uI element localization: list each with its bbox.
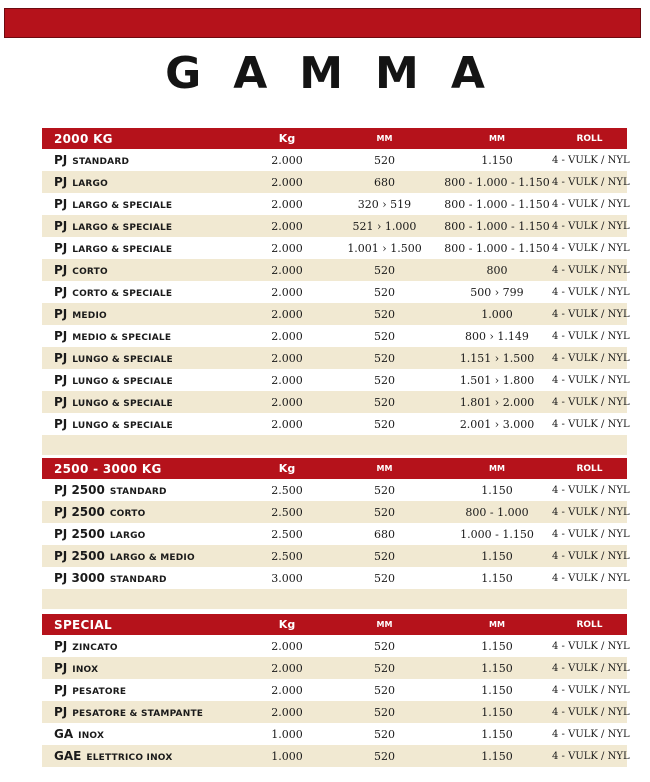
table-row — [42, 567, 630, 589]
row-kg: 2.500 — [271, 527, 303, 541]
header-roll: ROLL — [576, 133, 603, 144]
table-row — [42, 679, 630, 701]
header-mm-length: MM — [489, 620, 505, 629]
header-section-name: 2500 - 3000 KG — [54, 461, 162, 476]
row-roll: 4 - VULK / NYL — [552, 662, 630, 674]
row-description: LUNGO & SPECIALE — [72, 421, 173, 431]
table-row — [42, 545, 630, 567]
row-model: PJ 2500 — [54, 549, 105, 563]
row-description: MEDIO & SPECIALE — [72, 333, 172, 343]
row-model: PJ 2500 — [54, 483, 105, 497]
table-row — [42, 215, 630, 237]
row-mm-length: 1.801 › 2.000 — [459, 395, 535, 409]
row-kg: 2.000 — [271, 307, 303, 321]
row-product — [42, 705, 247, 719]
table-row — [42, 347, 630, 369]
row-kg: 2.000 — [271, 705, 303, 719]
row-kg: 2.500 — [271, 483, 303, 497]
row-roll: 4 - VULK / NYL — [552, 528, 630, 540]
row-model: PJ — [54, 639, 68, 653]
header-section-name: SPECIAL — [54, 617, 112, 632]
row-product — [42, 351, 247, 365]
table-row — [42, 635, 630, 657]
row-mm-width: 520 — [374, 307, 395, 321]
row-kg: 2.000 — [271, 153, 303, 167]
header-roll: ROLL — [576, 463, 603, 474]
row-mm-width: 520 — [374, 705, 395, 719]
row-roll: 4 - VULK / NYL — [552, 176, 630, 188]
row-description: STANDARD — [109, 575, 167, 585]
row-mm-width: 520 — [374, 571, 395, 585]
row-model: PJ — [54, 373, 68, 387]
row-description: STANDARD — [72, 157, 130, 167]
row-kg: 2.000 — [271, 329, 303, 343]
row-roll: 4 - VULK / NYL — [552, 242, 630, 254]
row-kg: 2.000 — [271, 639, 303, 653]
table-row — [42, 281, 630, 303]
table-header — [42, 458, 627, 479]
table-row — [42, 657, 630, 679]
row-kg: 2.000 — [271, 241, 303, 255]
header-kg: Kg — [278, 618, 296, 631]
table-row — [42, 325, 630, 347]
row-roll: 4 - VULK / NYL — [552, 154, 630, 166]
row-mm-length: 1.150 — [481, 153, 513, 167]
row-description: ZINCATO — [72, 643, 118, 653]
row-product — [42, 241, 247, 255]
row-model: PJ — [54, 661, 68, 675]
row-description: PESATORE — [72, 687, 127, 697]
table-row — [42, 237, 630, 259]
row-roll: 4 - VULK / NYL — [552, 418, 630, 430]
table-row — [42, 193, 630, 215]
table-row — [42, 701, 630, 723]
row-product — [42, 549, 247, 563]
section-2500-3000kg — [42, 458, 630, 609]
table-row — [42, 259, 630, 281]
row-roll: 4 - VULK / NYL — [552, 198, 630, 210]
row-mm-length: 1.150 — [481, 661, 513, 675]
row-mm-width: 520 — [374, 395, 395, 409]
row-mm-width: 1.001 › 1.500 — [347, 241, 422, 255]
row-description: LARGO & SPECIALE — [72, 201, 173, 211]
row-model: PJ 2500 — [54, 505, 105, 519]
row-mm-width: 520 — [374, 639, 395, 653]
row-description: LARGO — [72, 179, 108, 189]
table-row — [42, 303, 630, 325]
row-model: PJ — [54, 705, 68, 719]
row-model: PJ — [54, 175, 68, 189]
row-kg: 2.000 — [271, 175, 303, 189]
row-description: STANDARD — [109, 487, 167, 497]
row-product — [42, 683, 247, 697]
header-mm-width: MM — [376, 464, 393, 473]
row-description: CORTO & SPECIALE — [72, 289, 173, 299]
row-mm-width: 520 — [374, 661, 395, 675]
row-roll: 4 - VULK / NYL — [552, 506, 630, 518]
row-mm-length: 800 › 1.149 — [465, 329, 529, 343]
row-roll: 4 - VULK / NYL — [552, 396, 630, 408]
row-model: PJ — [54, 219, 68, 233]
row-mm-width: 680 — [374, 527, 395, 541]
row-model: GA — [54, 727, 74, 741]
row-description: INOX — [72, 665, 99, 675]
row-roll: 4 - VULK / NYL — [552, 220, 630, 232]
row-product — [42, 373, 247, 387]
row-product — [42, 329, 247, 343]
row-kg: 2.500 — [271, 549, 303, 563]
row-roll: 4 - VULK / NYL — [552, 330, 630, 342]
row-mm-width: 520 — [374, 749, 395, 763]
row-mm-length: 800 - 1.000 - 1.150 — [444, 175, 550, 189]
row-model: PJ — [54, 417, 68, 431]
row-roll: 4 - VULK / NYL — [552, 572, 630, 584]
row-mm-width: 680 — [374, 175, 395, 189]
row-model: PJ — [54, 285, 68, 299]
row-roll: 4 - VULK / NYL — [552, 484, 630, 496]
row-product — [42, 307, 247, 321]
row-kg: 3.000 — [271, 571, 303, 585]
row-mm-width: 520 — [374, 727, 395, 741]
row-product — [42, 175, 247, 189]
row-description: LARGO & MEDIO — [109, 553, 195, 563]
row-mm-length: 500 › 799 — [470, 285, 524, 299]
row-mm-length: 1.150 — [481, 705, 513, 719]
row-model: PJ — [54, 683, 68, 697]
row-kg: 2.000 — [271, 285, 303, 299]
row-model: PJ — [54, 307, 68, 321]
row-mm-length: 1.150 — [481, 749, 513, 763]
row-roll: 4 - VULK / NYL — [552, 706, 630, 718]
table-header — [42, 614, 627, 635]
row-description: LARGO — [109, 531, 146, 541]
table-row — [42, 523, 630, 545]
top-banner — [4, 8, 641, 38]
row-mm-length: 1.150 — [481, 483, 513, 497]
row-description: LUNGO & SPECIALE — [72, 399, 173, 409]
row-mm-width: 520 — [374, 329, 395, 343]
row-description: LUNGO & SPECIALE — [72, 355, 173, 365]
row-kg: 2.000 — [271, 197, 303, 211]
row-roll: 4 - VULK / NYL — [552, 286, 630, 298]
table-row — [42, 723, 630, 745]
table-row — [42, 745, 630, 767]
table-row — [42, 391, 630, 413]
row-model: PJ 3000 — [54, 571, 105, 585]
row-mm-length: 800 — [486, 263, 508, 277]
row-kg: 1.000 — [271, 749, 303, 763]
row-product — [42, 505, 247, 519]
row-product — [42, 263, 247, 277]
row-description: LARGO & SPECIALE — [72, 223, 173, 233]
row-roll: 4 - VULK / NYL — [552, 750, 630, 762]
row-model: PJ — [54, 153, 68, 167]
row-mm-length: 1.150 — [481, 683, 513, 697]
row-product — [42, 219, 247, 233]
row-mm-length: 1.151 › 1.500 — [459, 351, 535, 365]
header-roll: ROLL — [576, 619, 603, 630]
row-model: PJ — [54, 395, 68, 409]
row-kg: 2.000 — [271, 661, 303, 675]
row-description: CORTO — [72, 267, 108, 277]
row-mm-width: 520 — [374, 351, 395, 365]
row-kg: 2.000 — [271, 263, 303, 277]
row-description: MEDIO — [72, 311, 107, 321]
row-mm-length: 1.150 — [481, 571, 513, 585]
row-mm-length: 800 - 1.000 - 1.150 — [444, 219, 550, 233]
row-product — [42, 285, 247, 299]
row-mm-width: 520 — [374, 505, 395, 519]
row-mm-width: 520 — [374, 153, 395, 167]
row-model: PJ — [54, 263, 68, 277]
row-description: PESATORE & STAMPANTE — [72, 709, 204, 719]
row-kg: 2.000 — [271, 219, 303, 233]
row-kg: 2.000 — [271, 417, 303, 431]
row-mm-length: 1.000 — [481, 307, 513, 321]
header-section-name: 2000 KG — [54, 131, 113, 146]
row-model: PJ — [54, 329, 68, 343]
row-mm-width: 520 — [374, 683, 395, 697]
header-kg: Kg — [278, 132, 296, 145]
header-kg: Kg — [278, 462, 296, 475]
row-mm-length: 800 - 1.000 - 1.150 — [444, 197, 550, 211]
row-product — [42, 727, 247, 741]
table-spacer-row — [42, 435, 627, 455]
row-description: INOX — [78, 731, 105, 741]
row-model: PJ — [54, 241, 68, 255]
row-kg: 2.000 — [271, 351, 303, 365]
header-mm-length: MM — [489, 134, 505, 143]
table-row — [42, 149, 630, 171]
row-kg: 2.500 — [271, 505, 303, 519]
row-roll: 4 - VULK / NYL — [552, 352, 630, 364]
row-mm-width: 520 — [374, 483, 395, 497]
row-roll: 4 - VULK / NYL — [552, 374, 630, 386]
row-mm-width: 520 — [374, 549, 395, 563]
row-kg: 2.000 — [271, 683, 303, 697]
header-mm-width: MM — [376, 620, 393, 629]
row-description: CORTO — [109, 509, 146, 519]
header-mm-width: MM — [376, 134, 393, 143]
header-mm-length: MM — [489, 464, 505, 473]
row-mm-length: 2.001 › 3.000 — [459, 417, 535, 431]
row-mm-length: 1.150 — [481, 549, 513, 563]
table-row — [42, 501, 630, 523]
row-mm-width: 520 — [374, 285, 395, 299]
row-description: ELETTRICO INOX — [86, 753, 173, 763]
page-title: GAMMA — [165, 48, 517, 99]
row-kg: 2.000 — [271, 395, 303, 409]
row-model: PJ — [54, 351, 68, 365]
row-product — [42, 197, 247, 211]
table-row — [42, 369, 630, 391]
row-product — [42, 639, 247, 653]
row-product — [42, 749, 247, 763]
row-model: GAE — [54, 749, 82, 763]
row-mm-width: 320 › 519 — [357, 197, 412, 211]
row-kg: 1.000 — [271, 727, 303, 741]
section-special — [42, 614, 630, 767]
row-mm-length: 1.000 - 1.150 — [460, 527, 534, 541]
row-mm-length: 1.150 — [481, 639, 513, 653]
row-roll: 4 - VULK / NYL — [552, 264, 630, 276]
row-model: PJ — [54, 197, 68, 211]
table-row — [42, 171, 630, 193]
row-model: PJ 2500 — [54, 527, 105, 541]
row-description: LUNGO & SPECIALE — [72, 377, 173, 387]
table-row — [42, 413, 630, 435]
row-roll: 4 - VULK / NYL — [552, 550, 630, 562]
row-mm-length: 1.501 › 1.800 — [459, 373, 535, 387]
table-header — [42, 128, 627, 149]
row-mm-width: 521 › 1.000 — [352, 219, 417, 233]
table-row — [42, 479, 630, 501]
row-roll: 4 - VULK / NYL — [552, 684, 630, 696]
row-mm-length: 1.150 — [481, 727, 513, 741]
row-mm-length: 800 - 1.000 — [465, 505, 529, 519]
section-2000kg — [42, 128, 630, 455]
row-roll: 4 - VULK / NYL — [552, 308, 630, 320]
row-mm-width: 520 — [374, 417, 395, 431]
row-roll: 4 - VULK / NYL — [552, 728, 630, 740]
table-spacer-row — [42, 589, 627, 609]
row-description: LARGO & SPECIALE — [72, 245, 173, 255]
row-product — [42, 571, 247, 585]
row-product — [42, 153, 247, 167]
row-product — [42, 661, 247, 675]
row-roll: 4 - VULK / NYL — [552, 640, 630, 652]
row-mm-width: 520 — [374, 373, 395, 387]
row-mm-width: 520 — [374, 263, 395, 277]
row-product — [42, 417, 247, 431]
row-product — [42, 527, 247, 541]
row-mm-length: 800 - 1.000 - 1.150 — [444, 241, 550, 255]
row-product — [42, 395, 247, 409]
row-product — [42, 483, 247, 497]
row-kg: 2.000 — [271, 373, 303, 387]
